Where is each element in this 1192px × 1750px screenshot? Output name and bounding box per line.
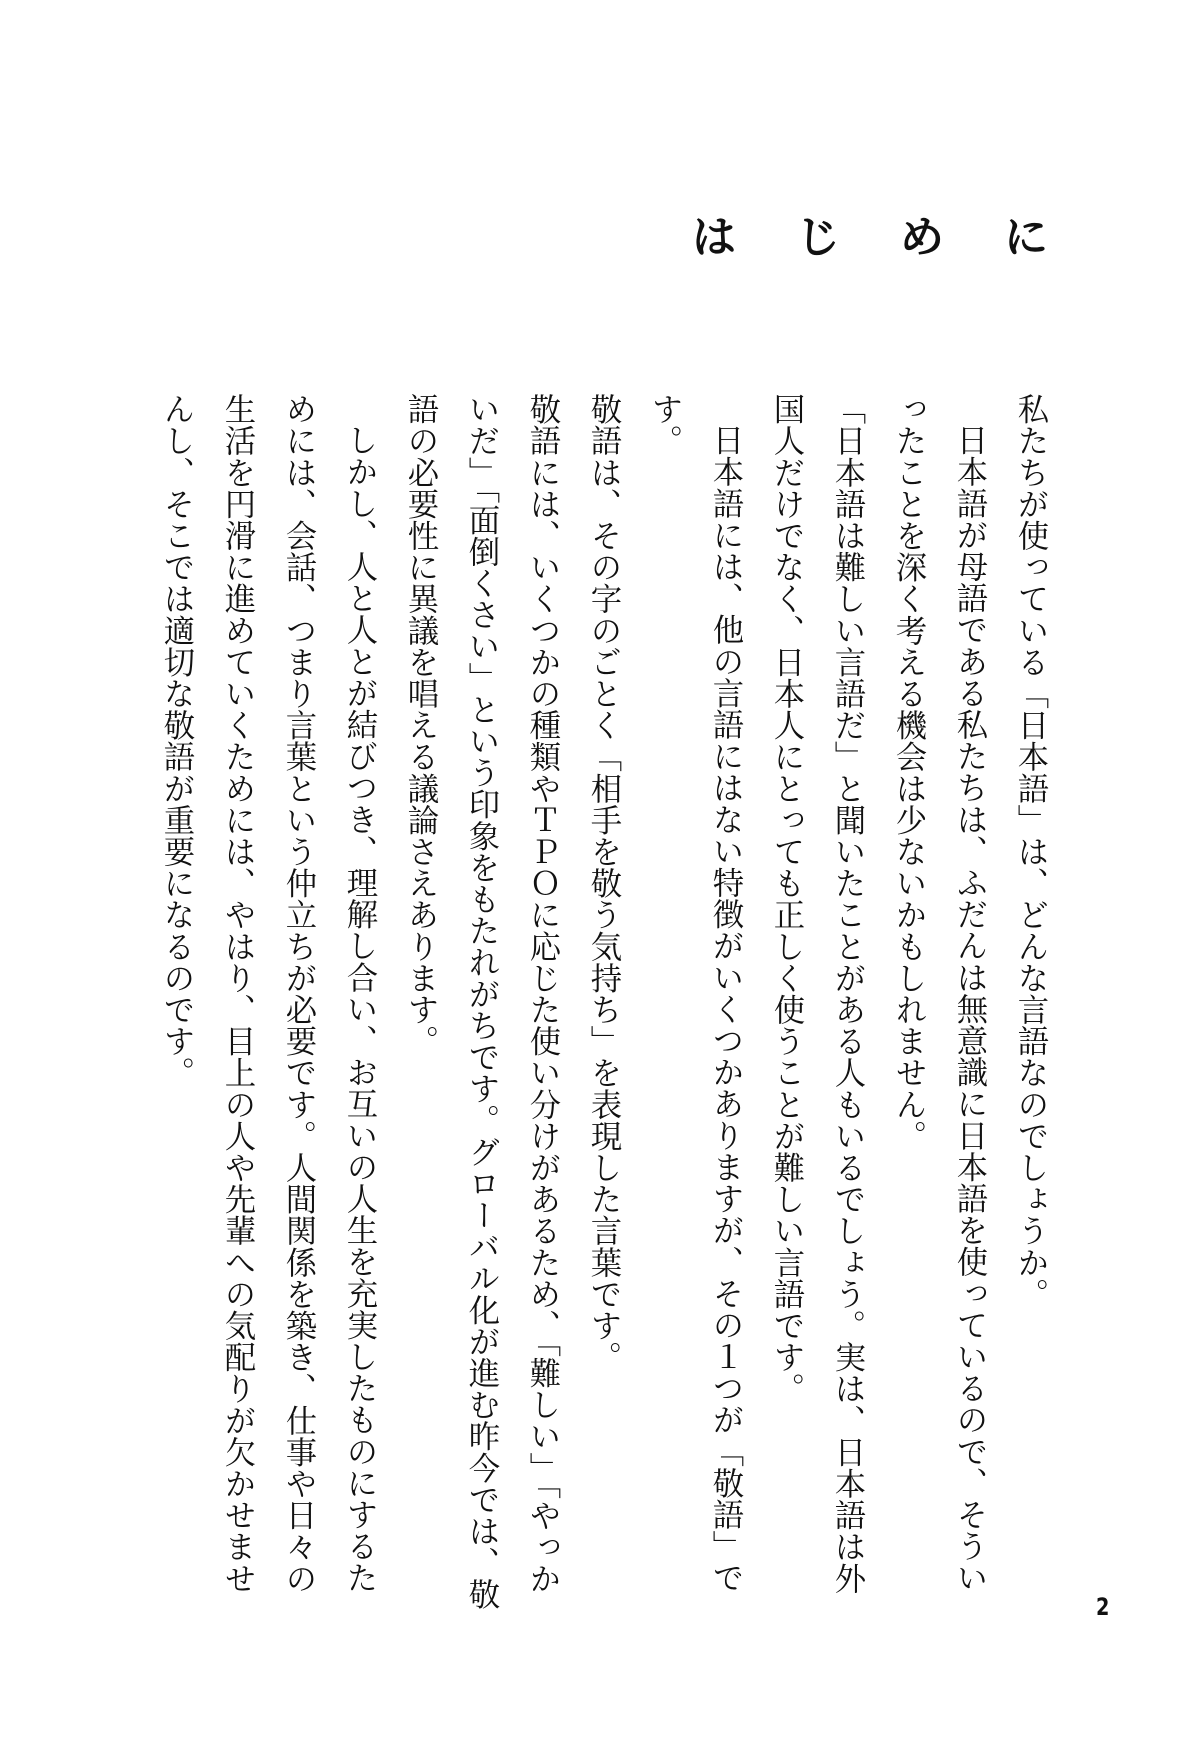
paragraph: 敬語には、いくつかの種類やＴＰＯに応じた使い分けがあるため、「難しい」「やっかいだ」「面倒くさい」という印象をもたれがちです。グローバル化が進む昨今では、敬語の必要性に異議を唱える議論さえあります。 (402, 393, 560, 1610)
paragraph: 私たちが使っている「日本語」は、どんな言語なのでしょうか。 (1012, 393, 1048, 1310)
page-title (690, 208, 1050, 268)
page-title-char: め (900, 212, 944, 263)
page-title-char: に (1004, 212, 1048, 263)
page-number: 2 (1096, 1593, 1110, 1621)
paragraph: 敬語は、その字のごとく「相手を敬う気持ち」を表現した言葉です。 (585, 393, 621, 1373)
page-title-char: じ (796, 212, 840, 263)
paragraph: しかし、人と人とが結びつき、理解し合い、お互いの人生を充実したものにするためには、会話、つまり言葉という仲立ちが必要です。人間関係を築き、仕事や日々の生活を円滑に進めていくためには、やはり、目上の人や先輩への気配りが欠かせませんし、そこでは適切な敬語が重要になるのです。 (158, 393, 377, 1594)
paragraph: 日本語には、他の言語にはない特徴がいくつかありますが、その１つが「敬語」です。 (646, 393, 743, 1594)
paragraph: 「日本語は難しい言語だ」と聞いたことがある人もいるでしょう。実は、日本語は外国人だけでなく、日本人にとっても正しく使うことが難しい言語です。 (768, 393, 865, 1594)
body-text (145, 393, 1060, 1623)
page-title-char: は (692, 212, 736, 263)
paragraph: 日本語が母語である私たちは、ふだんは無意識に日本語を使っているので、そういったことを深く考える機会は少ないかもしれません。 (890, 393, 987, 1594)
